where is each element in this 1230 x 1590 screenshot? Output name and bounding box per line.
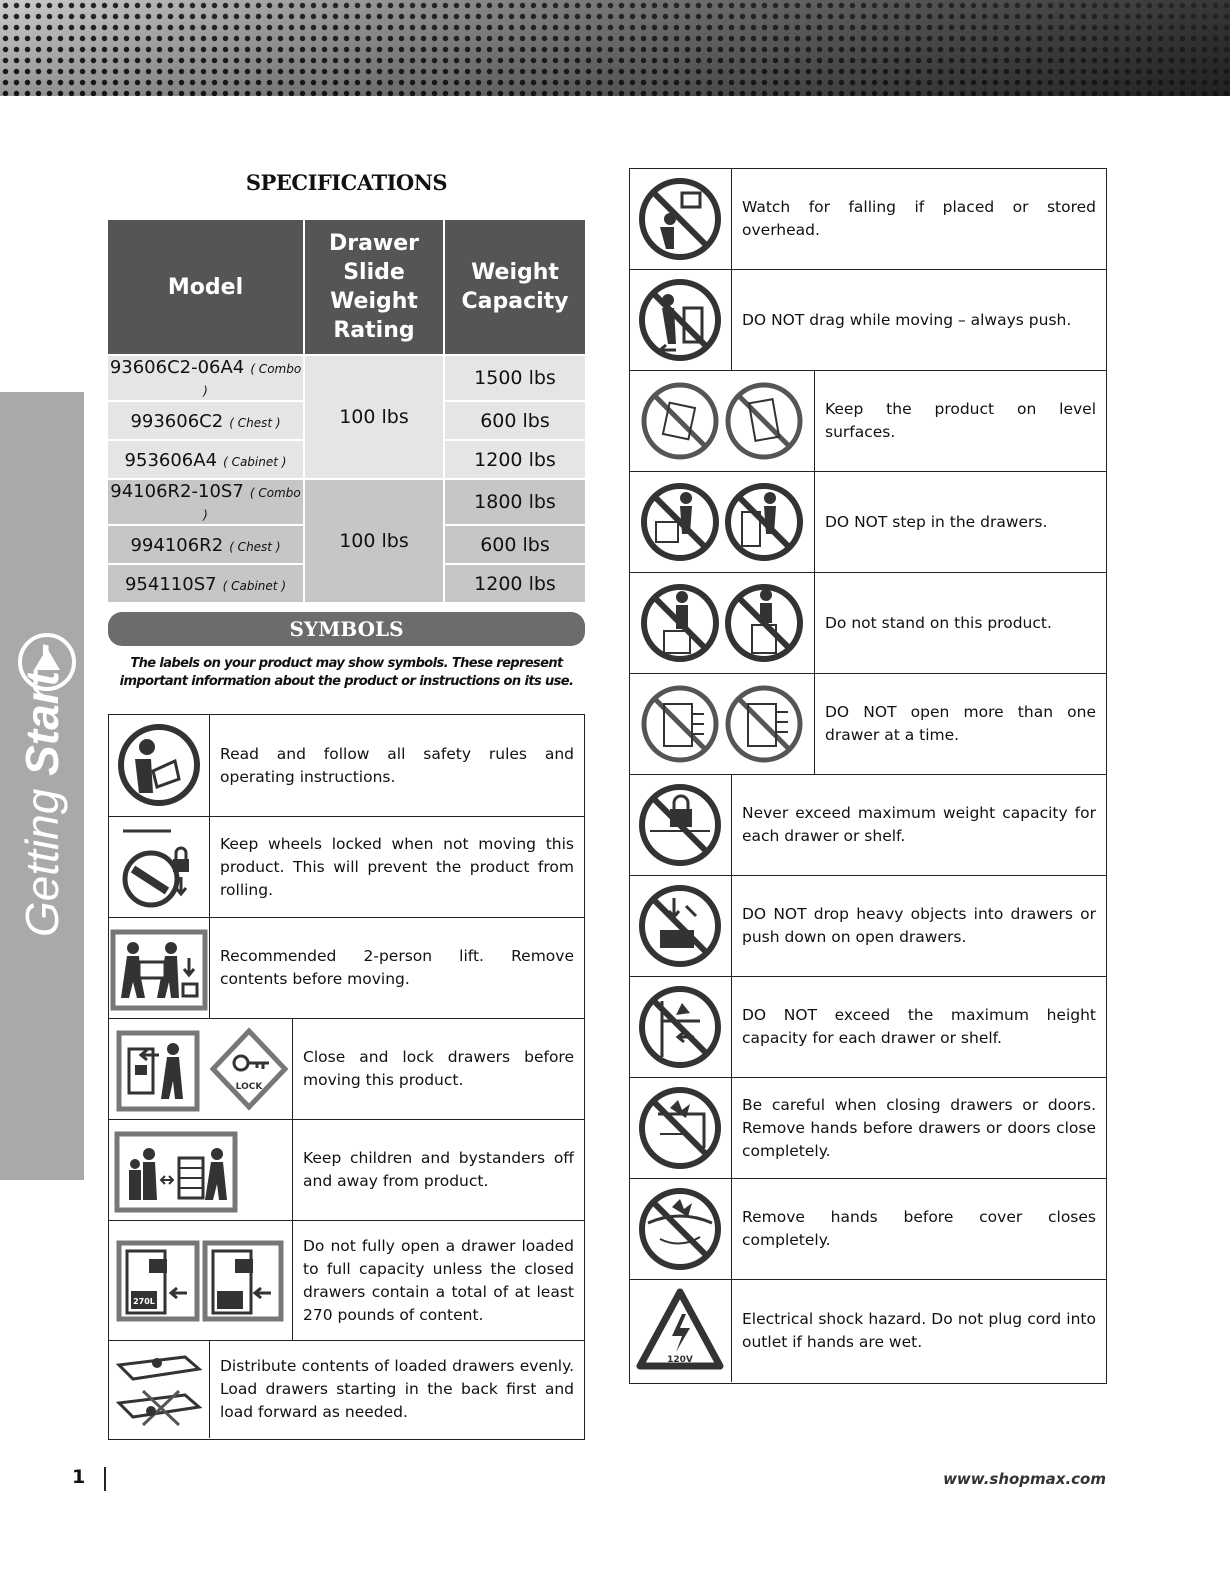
- symbol-row: [630, 1078, 1106, 1179]
- cover-pinch-icon: [630, 1179, 730, 1279]
- header-banner: [0, 0, 1230, 96]
- symbols-title: SYMBOLS: [108, 612, 585, 646]
- symbols-table-right: [629, 168, 1107, 1384]
- symbol-row: [109, 1120, 584, 1221]
- symbol-text: Keep wheels locked when not moving this product. This will prevent the product from rolling.: [220, 834, 574, 899]
- symbol-text: Do not stand on this product.: [825, 613, 1052, 632]
- symbol-row: [630, 371, 1106, 472]
- svg-text:270L: 270L: [133, 1297, 155, 1306]
- table-row: 93606C2-06A4 ( Combo ) 100 lbs 1500 lbs: [108, 355, 585, 401]
- specifications-table: [108, 220, 585, 602]
- symbol-text: DO NOT exceed the maximum height capacity for each drawer or shelf.: [742, 1006, 1096, 1047]
- symbol-text: DO NOT drag while moving – always push.: [742, 310, 1072, 329]
- level-surface-icon: [630, 371, 814, 471]
- symbol-text: Keep children and bystanders off and away from product.: [303, 1149, 574, 1190]
- symbol-text: DO NOT step in the drawers.: [825, 512, 1048, 531]
- wheel-lock-icon: [109, 817, 209, 917]
- table-row: 94106R2-10S7 ( Combo ) 100 lbs 1800 lbs: [108, 479, 585, 525]
- symbol-row: [109, 1221, 584, 1341]
- symbol-row: [109, 1019, 584, 1120]
- capacity-cell: 1800 lbs: [444, 479, 585, 525]
- max-height-icon: [630, 977, 730, 1077]
- header-model: Model: [108, 220, 304, 355]
- symbol-row: [630, 1179, 1106, 1280]
- symbol-text: Distribute contents of loaded drawers evenly. Load drawers starting in the back first and load forward as needed.: [220, 1357, 574, 1421]
- one-drawer-icon: [630, 674, 814, 774]
- symbol-text: Read and follow all safety rules and operating instructions.: [220, 744, 574, 786]
- symbol-text: Watch for falling if placed or stored overhead.: [742, 198, 1096, 239]
- symbol-row: [109, 918, 584, 1019]
- svg-text:LOCK: LOCK: [235, 1082, 263, 1092]
- table-row: 954110S7 ( Cabinet ) 1200 lbs: [108, 564, 585, 602]
- two-person-lift-icon: [109, 918, 209, 1018]
- symbol-text: Remove hands before cover closes completely.: [742, 1208, 1096, 1249]
- max-weight-icon: [630, 775, 730, 875]
- page-divider: [104, 1467, 106, 1491]
- symbol-row: [109, 1341, 584, 1438]
- symbol-text: Keep the product on level surfaces.: [825, 400, 1096, 441]
- symbols-table-left: [108, 714, 585, 1440]
- no-stand-icon: [630, 573, 814, 673]
- close-lock-drawers-icon: [109, 1019, 293, 1119]
- keep-children-away-icon: [109, 1120, 293, 1220]
- symbol-row: [630, 876, 1106, 977]
- page-number: 1: [72, 1466, 86, 1488]
- distribute-load-icon: [109, 1341, 209, 1437]
- symbol-text: Do not fully open a drawer loaded to full capacity unless the closed drawers contain a total of at least 270 pounds of content.: [303, 1236, 574, 1324]
- capacity-cell: 600 lbs: [444, 525, 585, 564]
- no-drop-icon: [630, 876, 730, 976]
- symbol-text: DO NOT open more than one drawer at a time.: [825, 703, 1096, 744]
- table-row: 994106R2 ( Chest ) 600 lbs: [108, 525, 585, 564]
- symbol-row: [630, 1280, 1106, 1382]
- electric-shock-icon: [630, 1280, 730, 1380]
- symbol-text: Recommended 2-person lift. Remove contents before moving.: [220, 947, 574, 988]
- capacity-cell: 1200 lbs: [444, 564, 585, 602]
- no-step-drawer-icon: [630, 472, 814, 572]
- symbol-text: DO NOT drop heavy objects into drawers or push down on open drawers.: [742, 905, 1096, 946]
- symbol-row: [630, 775, 1106, 876]
- symbol-text: Be careful when closing drawers or doors. Remove hands before drawers or doors close completely.: [742, 1095, 1096, 1160]
- symbol-row: [109, 817, 584, 918]
- specifications-title: SPECIFICATIONS: [245, 170, 448, 195]
- symbol-row: [630, 270, 1106, 371]
- symbol-row: [630, 674, 1106, 775]
- symbol-row: [630, 169, 1106, 270]
- svg-text:120V: 120V: [667, 1355, 693, 1365]
- symbol-text: Electrical shock hazard. Do not plug cord into outlet if hands are wet.: [742, 1310, 1096, 1351]
- website-url[interactable]: www.shopmax.com: [943, 1470, 1106, 1488]
- header-capacity: Weight Capacity: [444, 220, 585, 355]
- capacity-cell: 1200 lbs: [444, 440, 585, 479]
- no-drag-icon: [630, 270, 730, 370]
- slide-rating-cell: 100 lbs: [304, 355, 444, 479]
- symbol-row: [109, 715, 584, 817]
- table-row: 953606A4 ( Cabinet ) 1200 lbs: [108, 440, 585, 479]
- falling-object-icon: [630, 169, 730, 269]
- capacity-cell: 600 lbs: [444, 401, 585, 440]
- symbol-text: Never exceed maximum weight capacity for each drawer or shelf.: [742, 804, 1096, 845]
- slide-rating-cell: 100 lbs: [304, 479, 444, 602]
- symbol-row: [630, 573, 1106, 674]
- read-manual-icon: [109, 715, 209, 815]
- symbols-intro: The labels on your product may show symbols. These represent important information about the product or instructions on its use.: [119, 656, 574, 689]
- symbol-text: Close and lock drawers before moving this product.: [303, 1048, 574, 1089]
- symbol-row: [630, 472, 1106, 573]
- pinch-hands-icon: [630, 1078, 730, 1178]
- header-slide-rating: Drawer Slide Weight Rating: [304, 220, 444, 355]
- symbol-row: [630, 977, 1106, 1078]
- drawer-load-icon: [109, 1221, 293, 1339]
- capacity-cell: 1500 lbs: [444, 355, 585, 401]
- side-tab-label: Getting Start -: [16, 643, 68, 937]
- table-row: 993606C2 ( Chest ) 600 lbs: [108, 401, 585, 440]
